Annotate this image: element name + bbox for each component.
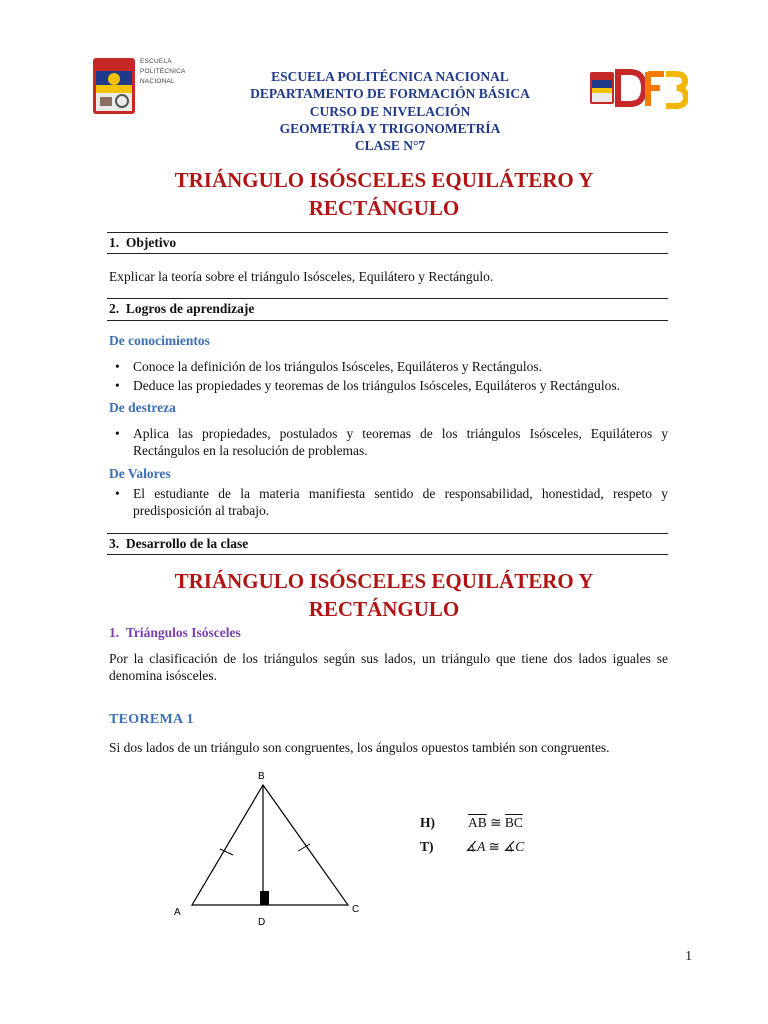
theorem-statement: Si dos lados de un triángulo son congruentes, los ángulos opuestos también son congruentes. — [109, 740, 610, 755]
document-header — [190, 68, 590, 154]
epn-shield-icon — [92, 57, 136, 115]
page-number: 1 — [685, 948, 692, 963]
bullet-icon: • — [115, 359, 120, 374]
title-line: TRIÁNGULO ISÓSCELES EQUILÁTERO Y — [174, 168, 594, 192]
section-divider — [107, 232, 668, 233]
list-item-text: El estudiante de la materia manifiesta sentido de responsabilidad, honestidad, respeto y predisposición al trabajo. — [133, 486, 668, 518]
point-label-d: D — [258, 917, 266, 928]
logo-text-line: ESCUELA — [140, 58, 172, 65]
bullet-icon: • — [115, 426, 120, 441]
logo-text-line: NACIONAL — [140, 78, 175, 85]
section-heading-text: 2. Logros de aprendizaje — [109, 301, 255, 316]
document-title — [100, 166, 668, 222]
list-item — [109, 485, 668, 521]
thesis-label: T) — [420, 839, 434, 854]
logo-text-line: POLITÉCNICA — [140, 68, 186, 75]
section-divider — [107, 533, 668, 534]
valores-label: De Valores — [109, 466, 171, 481]
isosceles-triangle-figure — [160, 765, 400, 935]
section-desarrollo-heading — [107, 536, 668, 554]
bullet-icon: • — [115, 486, 120, 501]
vertex-label-c: C — [352, 904, 360, 915]
hypothesis-label: H) — [420, 815, 435, 830]
section-heading-text: 3. Desarrollo de la clase — [109, 536, 249, 551]
dfb-logo — [588, 66, 688, 116]
segment-ab: $\overline{AB}$ — [468, 815, 487, 830]
epn-logo — [92, 55, 190, 117]
section-divider — [107, 298, 668, 299]
triangle-abc — [192, 785, 348, 905]
isosceles-heading: 1. Triángulos Isósceles — [109, 625, 241, 640]
isosceles-definition: Por la clasificación de los triángulos según sus lados, un triángulo que tiene dos lados iguales se denomina isósceles. — [109, 651, 668, 683]
dfb-logo-icon — [588, 66, 688, 116]
department-name: DEPARTAMENTO DE FORMACIÓN BÁSICA — [250, 86, 530, 102]
tick-mark-bc — [298, 844, 310, 851]
vertex-label-b: B — [258, 771, 265, 782]
list-item-text: Deduce las propiedades y teoremas de los triángulos Isósceles, Equiláteros y Rectángulos. — [133, 378, 620, 393]
theorem-label: TEOREMA 1 — [109, 712, 194, 727]
bullet-icon: • — [115, 378, 120, 393]
destreza-label: De destreza — [109, 400, 176, 415]
section-heading-text: 1. Objetivo — [109, 235, 177, 250]
list-item — [109, 358, 668, 376]
congruent-symbol: ≅ — [488, 839, 500, 854]
vertex-label-a: A — [174, 907, 181, 918]
list-item-text: Aplica las propiedades, postulados y teoremas de los triángulos Isósceles, Equiláteros y Rectángulos en la resolución de problemas. — [133, 426, 668, 458]
section-title — [100, 567, 668, 623]
list-item-text: Conoce la definición de los triángulos Isósceles, Equiláteros y Rectángulos. — [133, 359, 543, 374]
list-item — [109, 425, 668, 461]
title-line: RECTÁNGULO — [308, 196, 460, 220]
section-divider — [107, 253, 668, 254]
section-divider — [107, 320, 668, 321]
title-line: TRIÁNGULO ISÓSCELES EQUILÁTERO Y — [174, 569, 594, 593]
subject-name: GEOMETRÍA Y TRIGONOMETRÍA — [279, 120, 501, 136]
segment-bc: $\overline{BC}$ — [504, 815, 523, 830]
thesis — [465, 839, 524, 855]
section-divider — [107, 554, 668, 555]
institution-name: ESCUELA POLITÉCNICA NACIONAL — [271, 69, 509, 84]
hypothesis — [468, 815, 523, 831]
right-angle-mark — [260, 891, 269, 905]
title-line: RECTÁNGULO — [308, 597, 460, 621]
class-number: CLASE N°7 — [354, 138, 426, 154]
angle-c: ∡C — [503, 839, 525, 854]
congruent-symbol: ≅ — [490, 815, 502, 830]
conocimientos-label: De conocimientos — [109, 333, 210, 348]
objective-text: Explicar la teoría sobre el triángulo Isósceles, Equilátero y Rectángulo. — [109, 269, 494, 284]
course-name: CURSO DE NIVELACIÓN — [309, 103, 471, 119]
angle-a: ∡A — [465, 839, 486, 854]
section-logros-heading — [107, 301, 668, 319]
section-objetivo-heading — [107, 235, 668, 253]
list-item — [109, 377, 668, 395]
